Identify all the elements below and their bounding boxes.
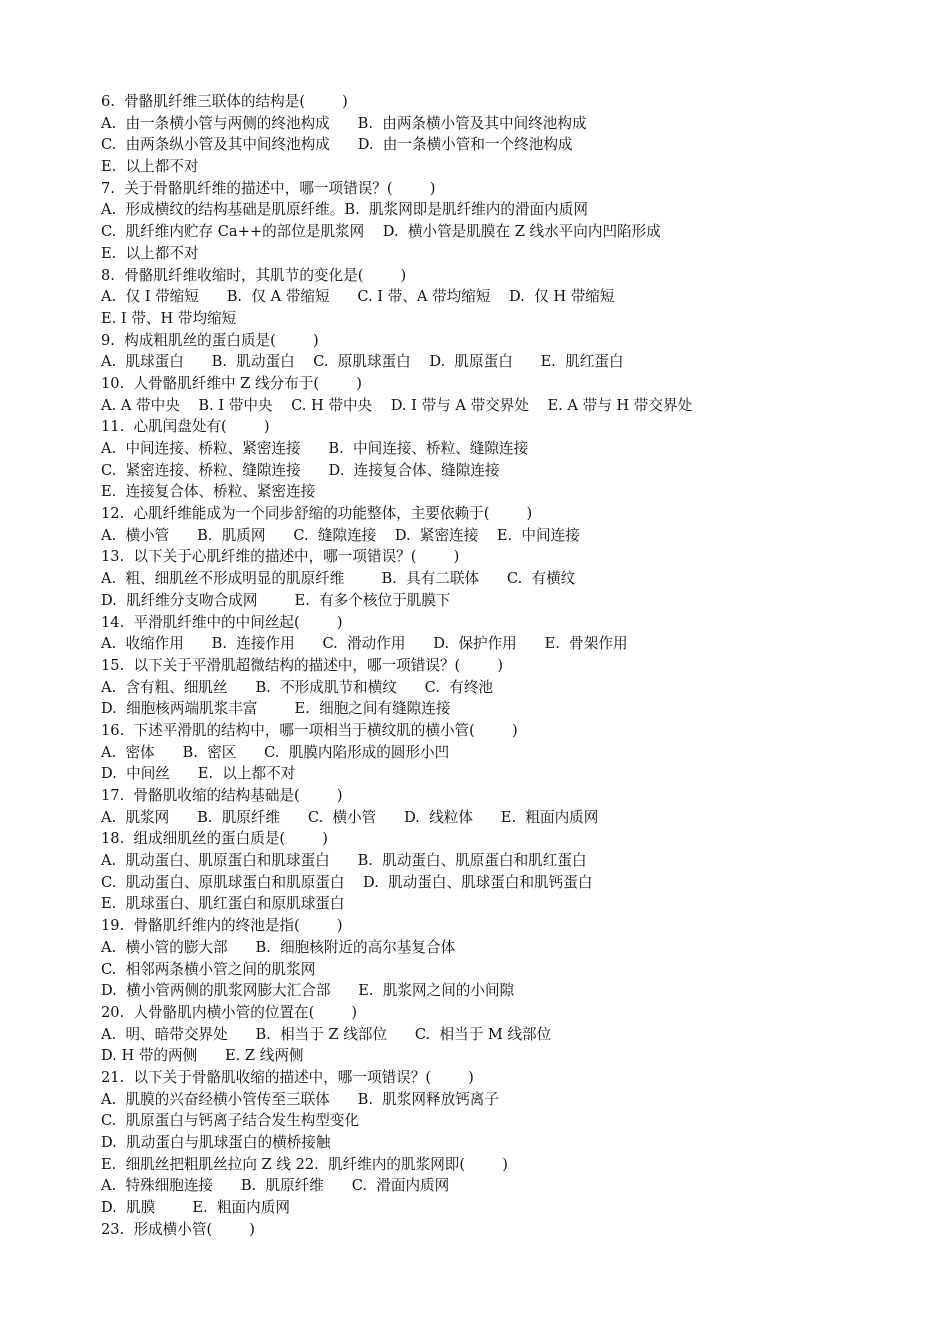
options-8-abcd: A. 仅 I 带缩短 B. 仅 A 带缩短 C. I 带、A 带均缩短 D. 仅 H 带缩短	[101, 288, 615, 306]
options-20-de: D. H 带的两侧 E. Z 线两侧	[101, 1047, 304, 1065]
options-17: A. 肌浆网 B. 肌原纤维 C. 横小管 D. 线粒体 E. 粗面内质网	[101, 808, 599, 826]
options-21-d: D. 肌动蛋白与肌球蛋白的横桥接触	[101, 1134, 331, 1151]
options-6-e: E. 以上都不对	[101, 158, 199, 176]
options-19-c: C. 相邻两条横小管之间的肌浆网	[101, 960, 316, 978]
question-18: 18. 组成细肌丝的蛋白质是( )	[101, 830, 328, 848]
question-9: 9. 构成粗肌丝的蛋白质是( )	[101, 331, 319, 349]
question-7: 7. 关于骨骼肌纤维的描述中，哪一项错误？( )	[101, 179, 436, 197]
options-15-de: D. 细胞核两端肌浆丰富 E. 细胞之间有缝隙连接	[101, 700, 451, 718]
options-7-ab: A. 形成横纹的结构基础是肌原纤维。B. 肌浆网即是肌纤维内的滑面内质网	[101, 201, 588, 219]
question-20: 20. 人骨骼肌内横小管的位置在( )	[101, 1003, 358, 1021]
options-18-ab: A. 肌动蛋白、肌原蛋白和肌球蛋白 B. 肌动蛋白、肌原蛋白和肌红蛋白	[101, 852, 587, 870]
options-6-ab: A. 由一条横小管与两侧的终池构成 B. 由两条横小管及其中间终池构成	[101, 114, 587, 132]
options-22-abc: A. 特殊细胞连接 B. 肌原纤维 C. 滑面内质网	[101, 1177, 450, 1195]
question-21: 21. 以下关于骨骼肌收缩的描述中，哪一项错误？( )	[101, 1068, 474, 1086]
options-13-abc: A. 粗、细肌丝不形成明显的肌原纤维 B. 具有二联体 C. 有横纹	[101, 570, 576, 588]
question-13: 13. 以下关于心肌纤维的描述中，哪一项错误？( )	[101, 548, 460, 566]
options-20-abc: A. 明、暗带交界处 B. 相当于 Z 线部位 C. 相当于 M 线部位	[101, 1025, 552, 1043]
options-11-ab: A. 中间连接、桥粒、紧密连接 B. 中间连接、桥粒、缝隙连接	[101, 440, 529, 457]
options-19-de: D. 横小管两侧的肌浆网膨大汇合部 E. 肌浆网之间的小间隙	[101, 982, 515, 1000]
options-8-e: E. I 带、H 带均缩短	[101, 309, 237, 327]
question-10: 10. 人骨骼肌纤维中 Z 线分布于( )	[101, 374, 362, 392]
options-9: A. 肌球蛋白 B. 肌动蛋白 C. 原肌球蛋白 D. 肌原蛋白 E. 肌红蛋白	[101, 353, 624, 371]
options-21-e-question-22: E. 细肌丝把粗肌丝拉向 Z 线 22. 肌纤维内的肌浆网即( )	[101, 1155, 508, 1173]
options-11-cd: C. 紧密连接、桥粒、缝隙连接 D. 连接复合体、缝隙连接	[101, 461, 500, 479]
options-7-cd: C. 肌纤维内贮存 Ca++的部位是肌浆网 D. 横小管是肌膜在 Z 线水平向内凹陷形成	[101, 223, 661, 241]
options-7-e: E. 以上都不对	[101, 244, 199, 262]
question-23: 23. 形成横小管( )	[101, 1220, 255, 1238]
options-19-ab: A. 横小管的膨大部 B. 细胞核附近的高尔基复合体	[101, 938, 456, 956]
options-14: A. 收缩作用 B. 连接作用 C. 滑动作用 D. 保护作用 E. 骨架作用	[101, 635, 628, 653]
options-16-abc: A. 密体 B. 密区 C. 肌膜内陷形成的圆形小凹	[101, 743, 450, 761]
question-8: 8. 骨骼肌纤维收缩时，其肌节的变化是( )	[101, 266, 407, 284]
options-21-c: C. 肌原蛋白与钙离子结合发生构型变化	[101, 1112, 360, 1130]
question-12: 12. 心肌纤维能成为一个同步舒缩的功能整体，主要依赖于( )	[101, 505, 533, 523]
document-body	[101, 91, 921, 1240]
question-6: 6. 骨骼肌纤维三联体的结构是( )	[101, 93, 348, 110]
options-21-ab: A. 肌膜的兴奋经横小管传至三联体 B. 肌浆网释放钙离子	[101, 1090, 499, 1108]
question-11: 11. 心肌闰盘处有( )	[101, 418, 270, 436]
question-17: 17. 骨骼肌收缩的结构基础是( )	[101, 787, 343, 804]
question-15: 15. 以下关于平滑肌超微结构的描述中，哪一项错误？( )	[101, 656, 504, 674]
options-10: A. A 带中央 B. I 带中央 C. H 带中央 D. I 带与 A 带交界处 E. A 带与 H 带交界处	[101, 396, 693, 414]
options-18-e: E. 肌球蛋白、肌红蛋白和原肌球蛋白	[101, 895, 345, 913]
question-14: 14. 平滑肌纤维中的中间丝起( )	[101, 613, 343, 631]
options-15-abc: A. 含有粗、细肌丝 B. 不形成肌节和横纹 C. 有终池	[101, 678, 494, 696]
options-18-cd: C. 肌动蛋白、原肌球蛋白和肌原蛋白 D. 肌动蛋白、肌球蛋白和肌钙蛋白	[101, 873, 593, 891]
options-13-de: D. 肌纤维分支吻合成网 E. 有多个核位于肌膜下	[101, 591, 451, 609]
question-19: 19. 骨骼肌纤维内的终池是指( )	[101, 917, 343, 935]
options-16-de: D. 中间丝 E. 以上都不对	[101, 765, 296, 783]
question-16: 16. 下述平滑肌的结构中，哪一项相当于横纹肌的横小管( )	[101, 721, 518, 739]
options-6-cd: C. 由两条纵小管及其中间终池构成 D. 由一条横小管和一个终池构成	[101, 136, 573, 154]
options-22-de: D. 肌膜 E. 粗面内质网	[101, 1199, 290, 1217]
options-12: A. 横小管 B. 肌质网 C. 缝隙连接 D. 紧密连接 E. 中间连接	[101, 526, 580, 544]
options-11-e: E. 连接复合体、桥粒、紧密连接	[101, 483, 316, 501]
